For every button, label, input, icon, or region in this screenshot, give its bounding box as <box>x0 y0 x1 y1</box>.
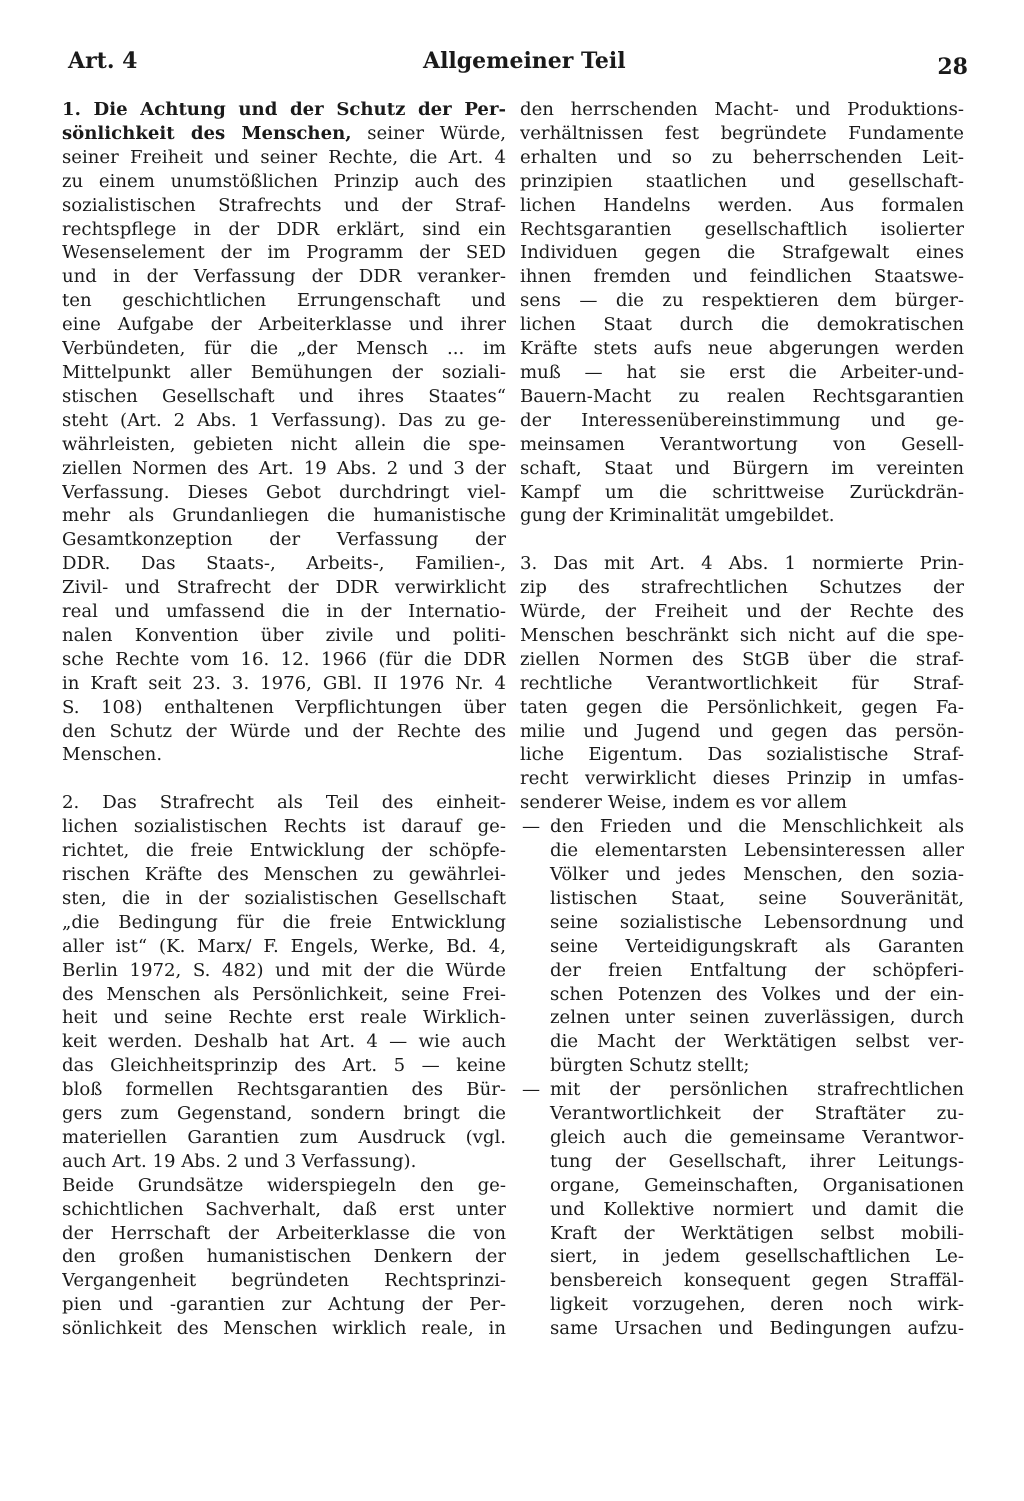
text-line: seine Verteidigungskraft als Garanten <box>550 935 964 957</box>
text-line: ihnen fremden und feindlichen Staatswe- <box>520 266 964 288</box>
text-line: zip des strafrechtlichen Schutzes der <box>520 577 964 599</box>
text-line: sönlichkeit des Menschen, seiner Würde, <box>62 122 506 144</box>
text-line: Kampf um die schrittweise Zurückdrän- <box>520 481 964 503</box>
text-line: eine Aufgabe der Arbeiterklasse und ihrer <box>62 314 506 336</box>
text-line: Verfassung. Dieses Gebot durchdringt viel- <box>62 481 506 503</box>
list-dash: — <box>522 1079 541 1101</box>
paragraph-gap <box>62 767 506 791</box>
text-line: listischen Staat, seine Souveränität, <box>550 887 964 909</box>
text-line: ziellen Normen des Art. 19 Abs. 2 und 3 der <box>62 457 506 479</box>
text-line: die Macht der Werktätigen selbst ver- <box>550 1031 964 1053</box>
text-line: des Menschen als Persönlichkeit, seine Frei- <box>62 983 506 1005</box>
text-line: schichtlichen Sachverhalt, daß erst unter <box>62 1198 506 1220</box>
text-line: lichen Staat durch die demokratischen <box>520 314 964 336</box>
text-line: same Ursachen und Bedingungen aufzu- <box>550 1318 964 1340</box>
text-line: in Kraft seit 23. 3. 1976, GBl. II 1976 Nr. 4 <box>62 672 506 694</box>
text-line: Beide Grundsätze widerspiegeln den ge- <box>62 1174 506 1196</box>
text-line: und in der Verfassung der DDR veranker- <box>62 266 506 288</box>
text-line: der Herrschaft der Arbeiterklasse die von <box>62 1222 506 1244</box>
text-line: recht verwirklicht dieses Prinzip in umfas- <box>520 768 964 790</box>
text-line: Gesamtkonzeption der Verfassung der <box>62 529 506 551</box>
text-line: verhältnissen fest begründete Fundamente <box>520 122 964 144</box>
text-line: rechtspflege in der DDR erklärt, sind ein <box>62 218 506 240</box>
text-line: stischen Gesellschaft und ihres Staates“ <box>62 385 506 407</box>
text-line: zu einem unumstößlichen Prinzip auch des <box>62 170 506 192</box>
paragraph-gap <box>520 528 964 552</box>
text-line: auch Art. 19 Abs. 2 und 3 Verfassung). <box>62 1150 417 1172</box>
text-line: tung der Gesellschaft, ihrer Leitungs- <box>550 1150 964 1172</box>
text-line: gleich auch die gemeinsame Verantwor- <box>550 1126 964 1148</box>
text-line: mehr als Grundanliegen die humanistische <box>62 505 506 527</box>
text-line: Bauern-Macht zu realen Rechtsgarantien <box>520 385 964 407</box>
text-line: rischen Kräfte des Menschen zu gewährlei- <box>62 863 506 885</box>
text-line: Mittelpunkt aller Bemühungen der soziali- <box>62 361 506 383</box>
text-line: die elementarsten Lebensinteressen aller <box>550 840 964 862</box>
text-line: milie und Jugend und gegen das persön- <box>520 720 964 742</box>
text-line: der freien Entfaltung der schöpferi- <box>550 959 964 981</box>
text-line: taten gegen die Persönlichkeit, gegen Fa- <box>520 696 964 718</box>
text-line: zelnen unter seinen zuverlässigen, durch <box>550 1007 964 1029</box>
text-line: lichen Handelns werden. Aus formalen <box>520 194 964 216</box>
text-line: mit der persönlichen strafrechtlichen — <box>522 1079 964 1101</box>
text-line: sten, die in der sozialistischen Gesellschaft <box>62 887 506 909</box>
text-line: liche Eigentum. Das sozialistische Straf- <box>520 744 964 766</box>
text-line: siert, in jedem gesellschaftlichen Le- <box>550 1246 964 1268</box>
right-column <box>520 98 964 1341</box>
text-line: senderer Weise, indem es vor allem <box>520 792 847 814</box>
section-title: Allgemeiner Teil <box>423 48 626 74</box>
text-line: bensbereich konsequent gegen Straffäl- <box>550 1270 964 1292</box>
text-line: sozialistischen Strafrechts und der Straf- <box>62 194 506 216</box>
text-line: materiellen Garantien zum Ausdruck (vgl. <box>62 1126 506 1148</box>
text-line: DDR. Das Staats-, Arbeits-, Familien-, <box>62 553 506 575</box>
text-line: Vergangenheit begründeten Rechtsprinzi- <box>62 1270 506 1292</box>
article-reference: Art. 4 <box>68 48 138 74</box>
text-line: den Schutz der Würde und der Rechte des <box>62 720 506 742</box>
text-line: sche Rechte vom 16. 12. 1966 (für die DDR <box>62 648 506 670</box>
text-line: aller ist“ (K. Marx/ F. Engels, Werke, Bd. 4, <box>62 935 506 957</box>
text-line: den Frieden und die Menschlichkeit als — <box>522 816 964 838</box>
list-dash: — <box>522 816 541 838</box>
text-line: 1. Die Achtung und der Schutz der Per- <box>62 99 506 120</box>
text-line: real und umfassend die in der Internatio- <box>62 601 506 623</box>
text-line: ligkeit vorzugehen, deren noch wirk- <box>550 1294 964 1316</box>
text-line: meinsamen Verantwortung von Gesell- <box>520 433 964 455</box>
text-line: sönlichkeit des Menschen wirklich reale, in <box>62 1318 506 1340</box>
left-column <box>62 98 506 1341</box>
text-line: gung der Kriminalität umgebildet. <box>520 505 835 527</box>
text-line: muß — hat sie erst die Arbeiter-und- <box>520 361 964 383</box>
text-line: währleisten, gebieten nicht allein die spe- <box>62 433 506 455</box>
text-line: Würde, der Freiheit und der Rechte des <box>520 601 964 623</box>
text-line: lichen sozialistischen Rechts ist darauf ge- <box>62 816 506 838</box>
text-line: Kräfte stets aufs neue abgerungen werden <box>520 338 964 360</box>
text-line: schen Potenzen des Volkes und der ein- <box>550 983 964 1005</box>
text-line: richtet, die freie Entwicklung der schöpfe- <box>62 840 506 862</box>
text-line: steht (Art. 2 Abs. 1 Verfassung). Das zu ge- <box>62 409 506 431</box>
text-line: rechtliche Verantwortlichkeit für Straf- <box>520 672 964 694</box>
text-line: prinzipien staatlichen und gesellschaft- <box>520 170 964 192</box>
text-line: Menschen. <box>62 744 163 766</box>
text-line: Wesenselement der im Programm der SED <box>62 242 506 264</box>
text-line: 3. Das mit Art. 4 Abs. 1 normierte Prin- <box>520 553 964 575</box>
text-line: „die Bedingung für die freie Entwicklung <box>62 911 506 933</box>
text-line: organe, Gemeinschaften, Organisationen <box>550 1174 964 1196</box>
text-line: ten geschichtlichen Errungenschaft und <box>62 290 506 312</box>
text-line: den großen humanistischen Denkern der <box>62 1246 506 1268</box>
text-line: das Gleichheitsprinzip des Art. 5 — keine <box>62 1055 506 1077</box>
text-line: und Kollektive normiert und damit die <box>550 1198 964 1220</box>
text-line: Verbündeten, für die „der Mensch ... im <box>62 338 506 360</box>
text-line: gers zum Gegenstand, sondern bringt die <box>62 1103 506 1125</box>
bold-phrase: sönlichkeit des Menschen, <box>62 122 352 144</box>
text-line: nalen Konvention über zivile und politi- <box>62 624 506 646</box>
text-line: Kraft der Werktätigen selbst mobili- <box>550 1222 964 1244</box>
page-number: 28 <box>937 54 968 80</box>
text-line: pien und -garantien zur Achtung der Per- <box>62 1294 506 1316</box>
text-line: seine sozialistische Lebensordnung und <box>550 911 964 933</box>
text-line: Zivil- und Strafrecht der DDR verwirklicht <box>62 577 506 599</box>
text-line: S. 108) enthaltenen Verpflichtungen über <box>62 696 506 718</box>
text-line: seiner Freiheit und seiner Rechte, die Art. 4 <box>62 146 506 168</box>
page-header <box>68 48 968 88</box>
text-line: Berlin 1972, S. 482) und mit der die Würde <box>62 959 506 981</box>
text-line: ziellen Normen des StGB über die straf- <box>520 648 964 670</box>
text-line: Verantwortlichkeit der Straftäter zu- <box>550 1103 964 1125</box>
text-line: den herrschenden Macht- und Produktions- <box>520 99 964 120</box>
text-line: Völker und jedes Menschen, den sozia- <box>550 863 964 885</box>
text-line: erhalten und so zu beherrschenden Leit- <box>520 146 964 168</box>
text-line: bloß formellen Rechtsgarantien des Bür- <box>62 1079 506 1101</box>
text-line: Menschen beschränkt sich nicht auf die spe- <box>520 624 964 646</box>
text-line: schaft, Staat und Bürgern im vereinten <box>520 457 964 479</box>
text-line: heit und seine Rechte erst reale Wirklich- <box>62 1007 506 1029</box>
text-line: Rechtsgarantien gesellschaftlich isolierter <box>520 218 964 240</box>
text-line: keit werden. Deshalb hat Art. 4 — wie auch <box>62 1031 506 1053</box>
text-line: Individuen gegen die Strafgewalt eines <box>520 242 964 264</box>
text-line: bürgten Schutz stellt; <box>550 1055 750 1077</box>
text-line: 2. Das Strafrecht als Teil des einheit- <box>62 792 506 814</box>
text-line: der Interessenübereinstimmung und ge- <box>520 409 964 431</box>
text-line: sens — die zu respektieren dem bürger- <box>520 290 964 312</box>
